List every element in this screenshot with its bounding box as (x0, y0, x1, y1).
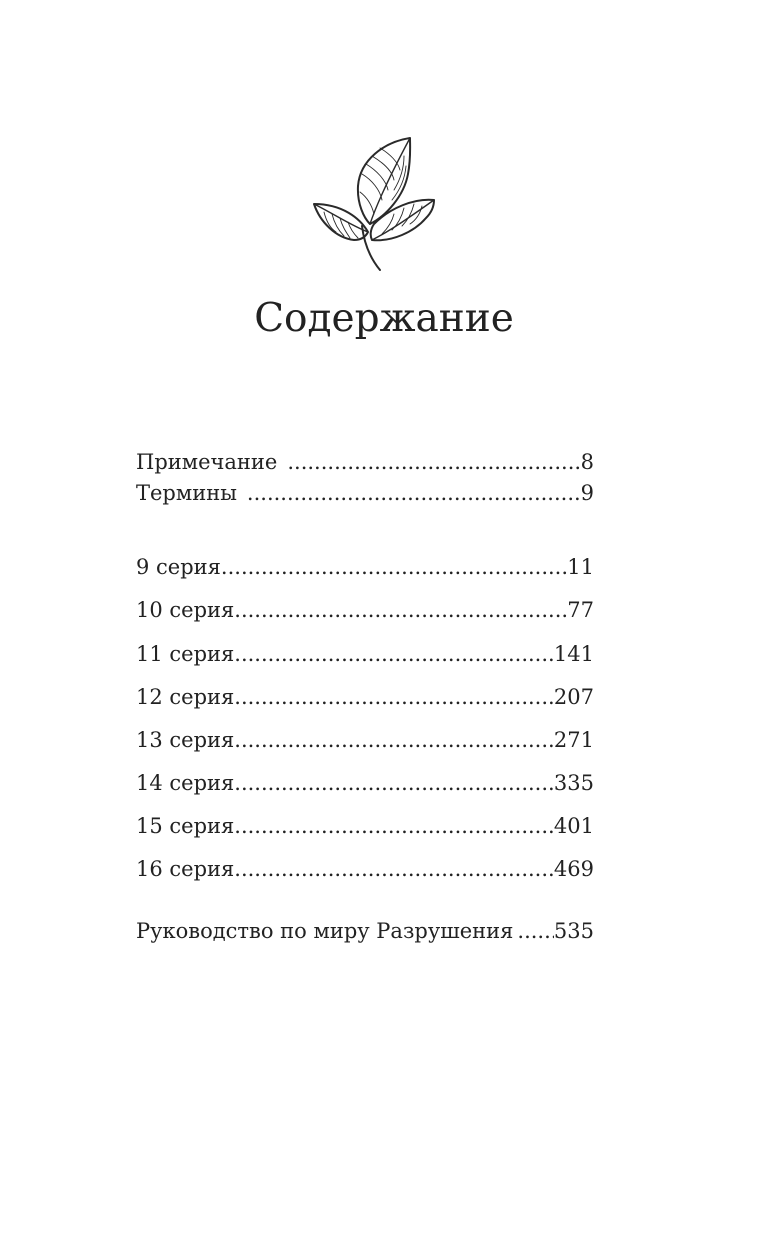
toc-dot-leader (221, 553, 567, 581)
toc-entry-page: 271 (553, 728, 594, 752)
toc-entry-terms[interactable] (136, 479, 594, 507)
toc-entry-page: 335 (553, 771, 594, 795)
toc-entry-page: 469 (553, 857, 594, 881)
toc-entry-page: 207 (553, 685, 594, 709)
toc-entry-label: 9 серия (136, 555, 221, 579)
toc-dot-leader (234, 812, 554, 840)
toc-entry-chapter-10[interactable] (136, 596, 594, 624)
toc-entry-chapter-13[interactable] (136, 726, 594, 754)
toc-entry-label: 10 серия (136, 598, 235, 622)
toc-entry-label: 13 серия (136, 728, 235, 752)
toc-dot-leader (247, 479, 581, 507)
toc-dot-leader (234, 855, 554, 883)
toc-dot-leader (234, 726, 554, 754)
toc-entry-label: Руководство по миру Разрушения (136, 919, 514, 943)
toc-entry-page: 535 (553, 919, 594, 943)
toc-dot-leader (234, 769, 554, 797)
toc-dot-leader (517, 917, 554, 945)
toc-entry-page: 9 (580, 481, 594, 505)
toc-entry-label: 11 серия (136, 642, 235, 666)
toc-entry-chapter-11[interactable] (136, 640, 594, 668)
toc-entry-chapter-9[interactable] (136, 553, 594, 581)
leaf-sprig-icon (310, 134, 438, 274)
toc-entry-page: 11 (567, 555, 594, 579)
toc-entry-label: Примечание (136, 450, 278, 474)
toc-dot-leader (234, 683, 554, 711)
toc-dot-leader (287, 448, 580, 476)
toc-entry-world-guide[interactable] (136, 917, 594, 945)
toc-entry-page: 8 (580, 450, 594, 474)
toc-entry-note[interactable] (136, 448, 594, 476)
toc-entry-label: Термины (136, 481, 237, 505)
toc-entry-label: 12 серия (136, 685, 235, 709)
toc-entry-page: 401 (553, 814, 594, 838)
toc-entry-chapter-12[interactable] (136, 683, 594, 711)
page-title: Содержание (254, 296, 514, 341)
toc-dot-leader (234, 596, 567, 624)
toc-entry-page: 141 (553, 642, 594, 666)
toc-entry-chapter-16[interactable] (136, 855, 594, 883)
toc-entry-chapter-14[interactable] (136, 769, 594, 797)
toc-entry-label: 15 серия (136, 814, 235, 838)
toc-entry-chapter-15[interactable] (136, 812, 594, 840)
toc-entry-label: 14 серия (136, 771, 235, 795)
toc-entry-label: 16 серия (136, 857, 235, 881)
toc-dot-leader (234, 640, 554, 668)
toc-entry-page: 77 (567, 598, 594, 622)
